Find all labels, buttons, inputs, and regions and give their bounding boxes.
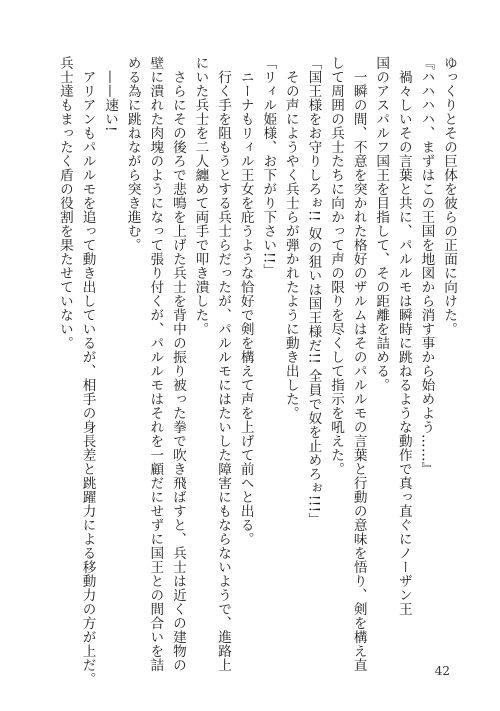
text-line: にいた兵士を二人纏めて両手で叩き潰した。	[192, 56, 209, 336]
text-line: ——速い!	[102, 56, 119, 132]
page-number: 42	[434, 664, 450, 678]
text-line: ニーナもリィル王女を庇うような恰好で剣を構えて声を上げて前へと出る。	[237, 56, 254, 546]
text-line: アリアンもパルルモを追って動き出しているが、相手の身長差と跳躍力による移動力の方が上だ。	[79, 56, 96, 686]
text-line: 「国王様をお守りしろぉ!! 奴の狙いは国王様だ!! 全員で奴を止めろぉ!!!」	[305, 56, 322, 527]
text-line: 一瞬の間、不意を突かれた格好のザルムはそのパルルモの言葉と行動の意味を悟り、剣を構え直	[350, 56, 367, 672]
text-line: して周囲の兵士たちに向かって声の限りを尽くして指示を吼えた。	[328, 56, 345, 476]
text-line: その声にようやく兵士らが弾かれたように動き出した。	[282, 56, 299, 420]
text-line: める為に跳ねながら突き進む。	[124, 56, 141, 252]
text-line: 行く手を阻もうとする兵士らだったが、パルルモにはたいした障害にもならないようで、進路上	[215, 56, 232, 672]
text-line: ゆっくりとその巨体を彼らの正面に向けた。	[441, 56, 457, 336]
text-line: さらにその後ろで悲鳴を上げた兵士を背中の振り被った拳で吹き飛ばすと、兵士は近くの建物の	[169, 56, 186, 672]
text-line: 『ハハハハ、まずはこの王国を地図から消す事から始めよう……』	[418, 56, 435, 476]
text-line: 「リィル姫様、お下がり下さい!!」	[260, 56, 277, 278]
text-line: 兵士達もまったく盾の役割を果たせていない。	[56, 56, 73, 350]
text-line: 国のアスパルフ国王を目指して、その距離を詰める。	[373, 56, 390, 392]
text-line: 壁に潰れた肉塊のようになって張り付くが、パルルモはそれを一顧だにせずに国王との間合いを詰	[147, 56, 164, 672]
text-line: 禍々しいその言葉と共に、パルルモは瞬時に跳ねるような動作で真っ直ぐにノーザン王	[395, 56, 412, 616]
